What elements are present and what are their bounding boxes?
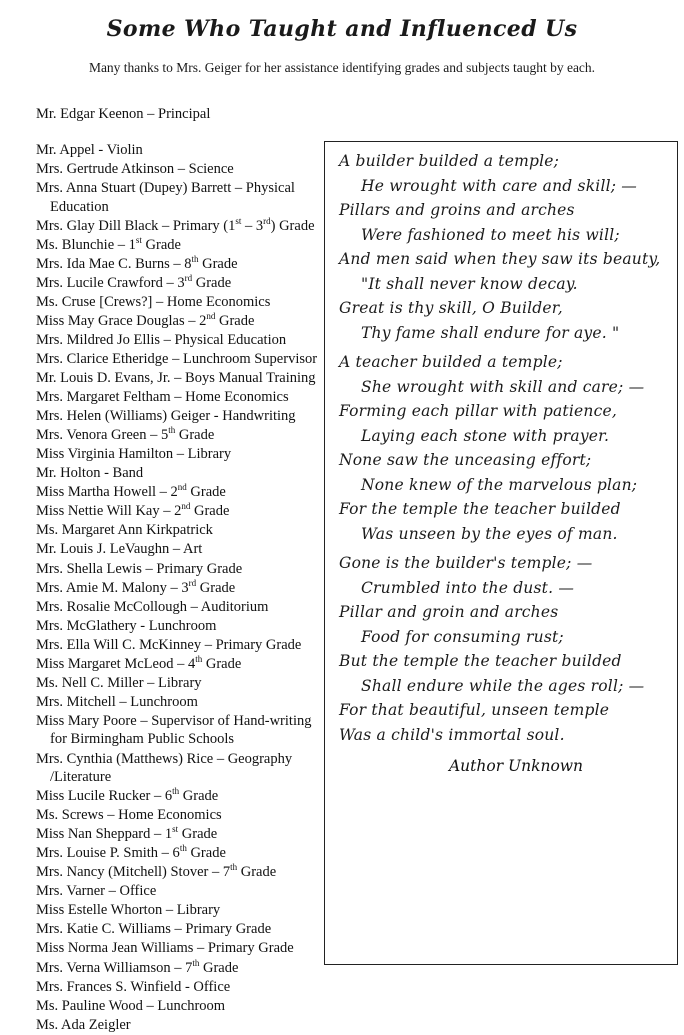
- poem-line: Pillars and groins and arches: [339, 201, 575, 219]
- list-item: [36, 540, 321, 559]
- list-item-label: Miss Margaret McLeod – 4th Grade: [36, 653, 242, 672]
- list-item-label: Mr. Appel - Violin: [36, 142, 143, 158]
- list-item-label: Ms. Nell C. Miller – Library: [36, 674, 202, 691]
- list-item: [36, 939, 321, 958]
- poem-stanza: [339, 355, 663, 542]
- list-item: [36, 407, 321, 426]
- poem-line: He wrought with care and skill; —: [361, 176, 638, 195]
- poem-line: "It shall never know decay.: [361, 274, 578, 293]
- list-item-label: Mrs. Margaret Feltham – Home Economics: [36, 389, 289, 406]
- list-item: [36, 844, 321, 863]
- poem-line: Thy fame shall endure for aye. ": [361, 323, 620, 342]
- list-item-label: Miss Martha Howell – 2nd Grade: [36, 482, 226, 501]
- list-item-label: Mrs. Rosalie McCollough – Auditorium: [36, 598, 269, 615]
- list-item: [36, 674, 321, 693]
- list-item-label: Mrs. McGlathery - Lunchroom: [36, 617, 217, 634]
- poem-line: She wrought with skill and care; —: [361, 377, 645, 396]
- list-item: [36, 426, 321, 445]
- poem-line: Was unseen by the eyes of man.: [361, 524, 618, 543]
- list-item-label: Ms. Pauline Wood – Lunchroom: [36, 997, 226, 1014]
- list-item: [36, 502, 321, 521]
- list-item-label: Ms. Blunchie – 1st Grade: [36, 234, 181, 253]
- list-item: [36, 255, 321, 274]
- list-item: [36, 978, 321, 997]
- list-item-label: Mrs. Katie C. Williams – Primary Grade: [36, 921, 272, 938]
- list-item-label: Mr. Louis D. Evans, Jr. – Boys Manual Training: [36, 370, 316, 387]
- list-item-label: Mrs. Varner – Office: [36, 883, 157, 900]
- list-item-label: Mrs. Lucile Crawford – 3rd Grade: [36, 273, 232, 291]
- list-item-label: Mrs. Frances S. Winfield - Office: [36, 978, 231, 995]
- list-item-label: Mrs. Glay Dill Black – Primary (1st – 3rd) Grade: [36, 215, 315, 234]
- poem-box: [324, 141, 678, 965]
- page-subtitle: Many thanks to Mrs. Geiger for her assistance identifying grades and subjects taught by each.: [88, 60, 596, 75]
- poem-line: Gone is the builder's temple; —: [339, 554, 593, 572]
- poem-line: Pillar and groin and arches: [339, 603, 559, 621]
- poem-line: Was a child's immortal soul.: [339, 725, 565, 744]
- page-title: Some Who Taught and Influenced Us: [106, 16, 578, 42]
- list-item-label: Mrs. Louise P. Smith – 6th Grade: [36, 843, 226, 862]
- list-item: [36, 464, 321, 483]
- poem-line: None knew of the marvelous plan;: [361, 475, 638, 494]
- list-item: [36, 997, 321, 1016]
- list-item: [36, 617, 321, 636]
- list-item: [36, 141, 321, 160]
- list-item-label: Mrs. Amie M. Malony – 3rd Grade: [36, 577, 236, 596]
- principal-line: Mr. Edgar Keenon – Principal: [36, 106, 211, 122]
- list-item-label: Mrs. Ida Mae C. Burns – 8th Grade: [36, 253, 238, 272]
- list-item: [36, 863, 321, 882]
- list-item-label: Mrs. Anna Stuart (Dupey) Barrett – Physical Education: [36, 180, 295, 215]
- poem-line: But the temple the teacher builded: [339, 652, 622, 670]
- poem-line: For that beautiful, unseen temple: [339, 701, 610, 719]
- poem-line: Were fashioned to meet his will;: [361, 225, 620, 244]
- list-item-label: Miss Lucile Rucker – 6th Grade: [36, 786, 219, 805]
- list-item: [36, 179, 321, 216]
- list-item: [36, 521, 321, 540]
- list-item: [36, 882, 321, 901]
- list-item-label: Mrs. Verna Williamson – 7th Grade: [36, 957, 239, 976]
- poem-line: Laying each stone with prayer.: [361, 426, 610, 445]
- list-item: [36, 388, 321, 407]
- list-item-label: Ms. Screws – Home Economics: [36, 807, 222, 824]
- list-item: [36, 655, 321, 674]
- poem-line: Crumbled into the dust. —: [361, 578, 575, 597]
- list-item-label: Miss Estelle Whorton – Library: [36, 902, 221, 919]
- staff-list: [36, 141, 321, 1035]
- list-item-label: Mrs. Nancy (Mitchell) Stover – 7th Grade: [36, 862, 277, 881]
- list-item-label: Mrs. Venora Green – 5th Grade: [36, 425, 215, 444]
- poem-line: For the temple the teacher builded: [339, 500, 621, 518]
- list-item: [36, 160, 321, 179]
- list-item: [36, 312, 321, 331]
- poem-author: Author Unknown: [448, 757, 584, 775]
- list-item-label: Mr. Louis J. LeVaughn – Art: [36, 541, 203, 558]
- list-item: [36, 236, 321, 255]
- list-item: [36, 445, 321, 464]
- list-item-label: Miss Nan Sheppard – 1st Grade: [36, 824, 218, 843]
- list-item: [36, 217, 321, 236]
- list-item-label: Mrs. Gertrude Atkinson – Science: [36, 161, 234, 178]
- poem-line: Great is thy skill, O Builder,: [339, 299, 563, 317]
- list-item: [36, 636, 321, 655]
- list-item: [36, 598, 321, 617]
- poem-line: And men said when they saw its beauty,: [339, 250, 661, 268]
- list-item-label: Mrs. Mitchell – Lunchroom: [36, 693, 198, 710]
- list-item: [36, 369, 321, 388]
- list-item-label: Mrs. Ella Will C. McKinney – Primary Grade: [36, 636, 302, 653]
- list-item-label: Miss Mary Poore – Supervisor of Hand-writing for Birmingham Public Schools: [36, 712, 312, 748]
- poem-stanza: [339, 154, 663, 341]
- list-item-label: Mrs. Shella Lewis – Primary Grade: [36, 560, 243, 577]
- list-item: [36, 901, 321, 920]
- list-item: [36, 1016, 321, 1035]
- list-item-label: Ms. Margaret Ann Kirkpatrick: [36, 522, 213, 539]
- list-item-label: Mrs. Clarice Etheridge – Lunchroom Supervisor: [36, 351, 318, 368]
- list-item-label: Miss Norma Jean Williams – Primary Grade: [36, 940, 294, 957]
- list-item-label: Miss May Grace Douglas – 2nd Grade: [36, 311, 255, 329]
- list-item: [36, 920, 321, 939]
- list-item: [36, 825, 321, 844]
- list-item-label: Ms. Cruse [Crews?] – Home Economics: [36, 293, 271, 310]
- list-item: [36, 806, 321, 825]
- list-item-label: Miss Virginia Hamilton – Library: [36, 446, 232, 463]
- poem-text: [339, 154, 663, 743]
- list-item: [36, 483, 321, 502]
- list-item: [36, 274, 321, 293]
- list-item-label: Ms. Ada Zeigler: [36, 1016, 131, 1033]
- poem-stanza: [339, 556, 663, 743]
- list-item: [36, 750, 321, 787]
- list-item-label: Miss Nettie Will Kay – 2nd Grade: [36, 501, 230, 520]
- list-item: [36, 350, 321, 369]
- list-item-label: Mrs. Helen (Williams) Geiger - Handwriting: [36, 408, 296, 425]
- poem-line: Shall endure while the ages roll; —: [361, 676, 645, 695]
- list-item-label: Mrs. Cynthia (Matthews) Rice – Geography /Literature: [36, 750, 293, 786]
- poem-line: A teacher builded a temple;: [339, 353, 563, 371]
- list-item: [36, 579, 321, 598]
- poem-line: Food for consuming rust;: [361, 627, 564, 646]
- list-item: [36, 293, 321, 312]
- poem-line: Forming each pillar with patience,: [339, 402, 617, 420]
- list-item: [36, 959, 321, 978]
- poem-line: None saw the unceasing effort;: [339, 451, 592, 469]
- list-item-label: Mrs. Mildred Jo Ellis – Physical Education: [36, 331, 287, 348]
- list-item: [36, 787, 321, 806]
- list-item: [36, 693, 321, 712]
- list-item-label: Mr. Holton - Band: [36, 465, 144, 482]
- poem-line: A builder builded a temple;: [339, 152, 560, 170]
- list-item: [36, 712, 321, 749]
- list-item: [36, 560, 321, 579]
- list-item: [36, 331, 321, 350]
